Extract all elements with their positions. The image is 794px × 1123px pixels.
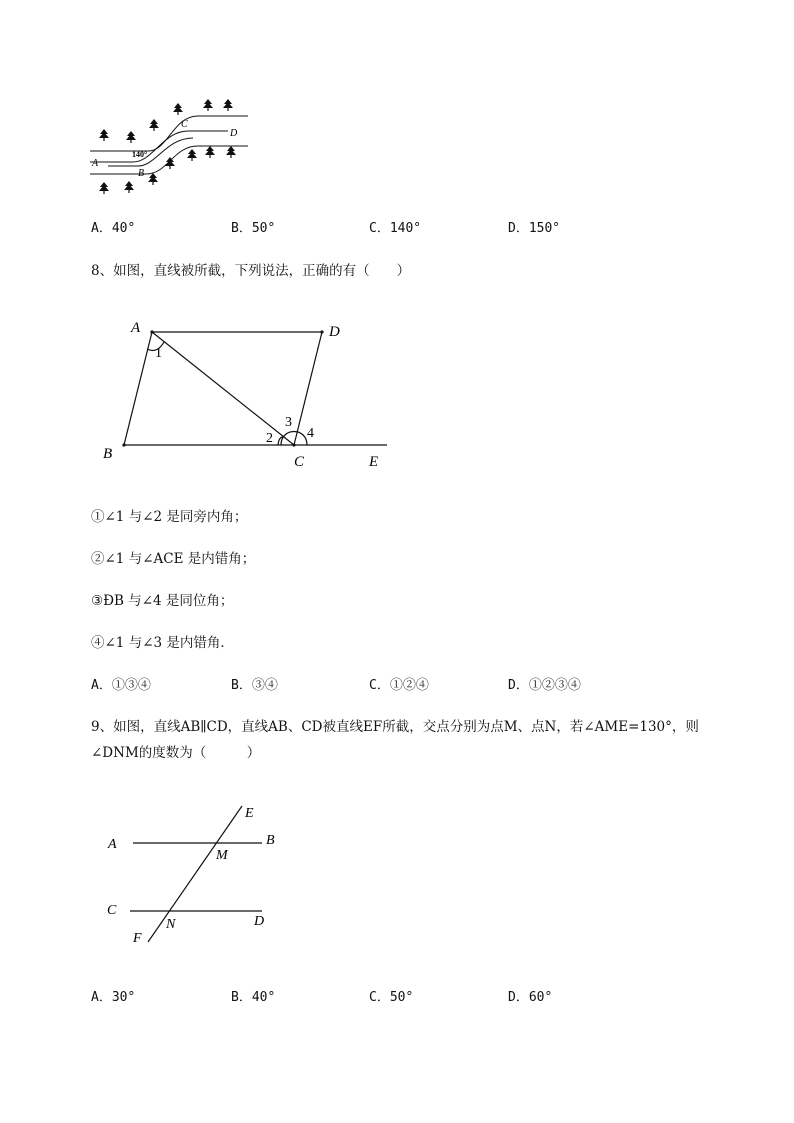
- q7-option-c: C．140°: [369, 221, 422, 236]
- q9-label-E: E: [245, 806, 254, 821]
- q8-statement-2: ②∠1 与∠ACE 是内错角；: [91, 551, 256, 567]
- tree-icon: [203, 99, 213, 111]
- tree-icon: [165, 157, 175, 169]
- tree-icon: [99, 129, 109, 141]
- q9-question-line1: 9、如图，直线AB∥CD，直线AB、CD被直线EF所截，交点分别为点M、点N，若∠AME=130°，则: [91, 719, 699, 735]
- q8-option-d: D．①②③④: [508, 678, 581, 693]
- q7-option-a: A．40°: [91, 221, 136, 236]
- tree-icon: [226, 146, 236, 158]
- q7-label-C: C: [181, 119, 188, 130]
- q8-option-b: B．③④: [231, 678, 278, 693]
- q7-option-b: B．50°: [231, 221, 276, 236]
- q9-label-N: N: [166, 917, 176, 932]
- q7-label-D: D: [230, 128, 238, 139]
- q9-label-A: A: [108, 837, 117, 852]
- q9-figure: [100, 800, 290, 950]
- q8-figure: [95, 312, 405, 477]
- tree-icon: [124, 181, 134, 193]
- q9-label-M: M: [216, 848, 228, 863]
- q8-label-B: B: [103, 446, 113, 462]
- q8-question: 8、如图，直线被所截，下列说法，正确的有（ ）: [91, 263, 411, 279]
- tree-icon: [205, 146, 215, 158]
- q9-label-B: B: [266, 833, 275, 848]
- q9-label-C: C: [107, 903, 117, 918]
- tree-icon: [187, 149, 197, 161]
- q8-label-A: A: [131, 320, 141, 336]
- q7-option-d: D．150°: [508, 221, 561, 236]
- tree-icon: [223, 99, 233, 111]
- q8-angle-3: 3: [285, 415, 292, 430]
- tree-icon: [99, 182, 109, 194]
- q8-statement-4: ④∠1 与∠3 是内错角．: [91, 635, 234, 651]
- q8-angle-4: 4: [307, 426, 314, 441]
- q7-label-A: A: [92, 158, 99, 169]
- tree-icon: [173, 103, 183, 115]
- q8-segment-AC: [152, 332, 294, 445]
- q9-option-b: B．40°: [231, 990, 276, 1005]
- tree-icon: [148, 173, 158, 185]
- q8-angle-1: 1: [155, 346, 162, 361]
- tree-icon: [149, 119, 159, 131]
- q9-label-F: F: [133, 931, 142, 946]
- tree-icon: [126, 131, 136, 143]
- q8-option-a: A．①③④: [91, 678, 151, 693]
- q8-label-D: D: [329, 324, 340, 340]
- q7-label-B: B: [138, 168, 145, 179]
- q8-label-C: C: [294, 454, 305, 470]
- q9-option-c: C．50°: [369, 990, 414, 1005]
- q8-statement-1: ①∠1 与∠2 是同旁内角；: [91, 509, 248, 525]
- q9-label-D: D: [254, 914, 265, 929]
- q7-angle-label: 140°: [132, 150, 148, 159]
- q9-option-d: D．60°: [508, 990, 553, 1005]
- q8-label-E: E: [369, 454, 379, 470]
- q9-question-line2: ∠DNM的度数为（ ）: [91, 745, 261, 761]
- q7-figure: [88, 96, 258, 200]
- q8-angle-2: 2: [266, 431, 273, 446]
- q8-option-c: C．①②④: [369, 678, 429, 693]
- q9-option-a: A．30°: [91, 990, 136, 1005]
- q9-line-EF: [148, 806, 242, 942]
- q8-statement-3: ③ÐB 与∠4 是同位角；: [91, 593, 234, 609]
